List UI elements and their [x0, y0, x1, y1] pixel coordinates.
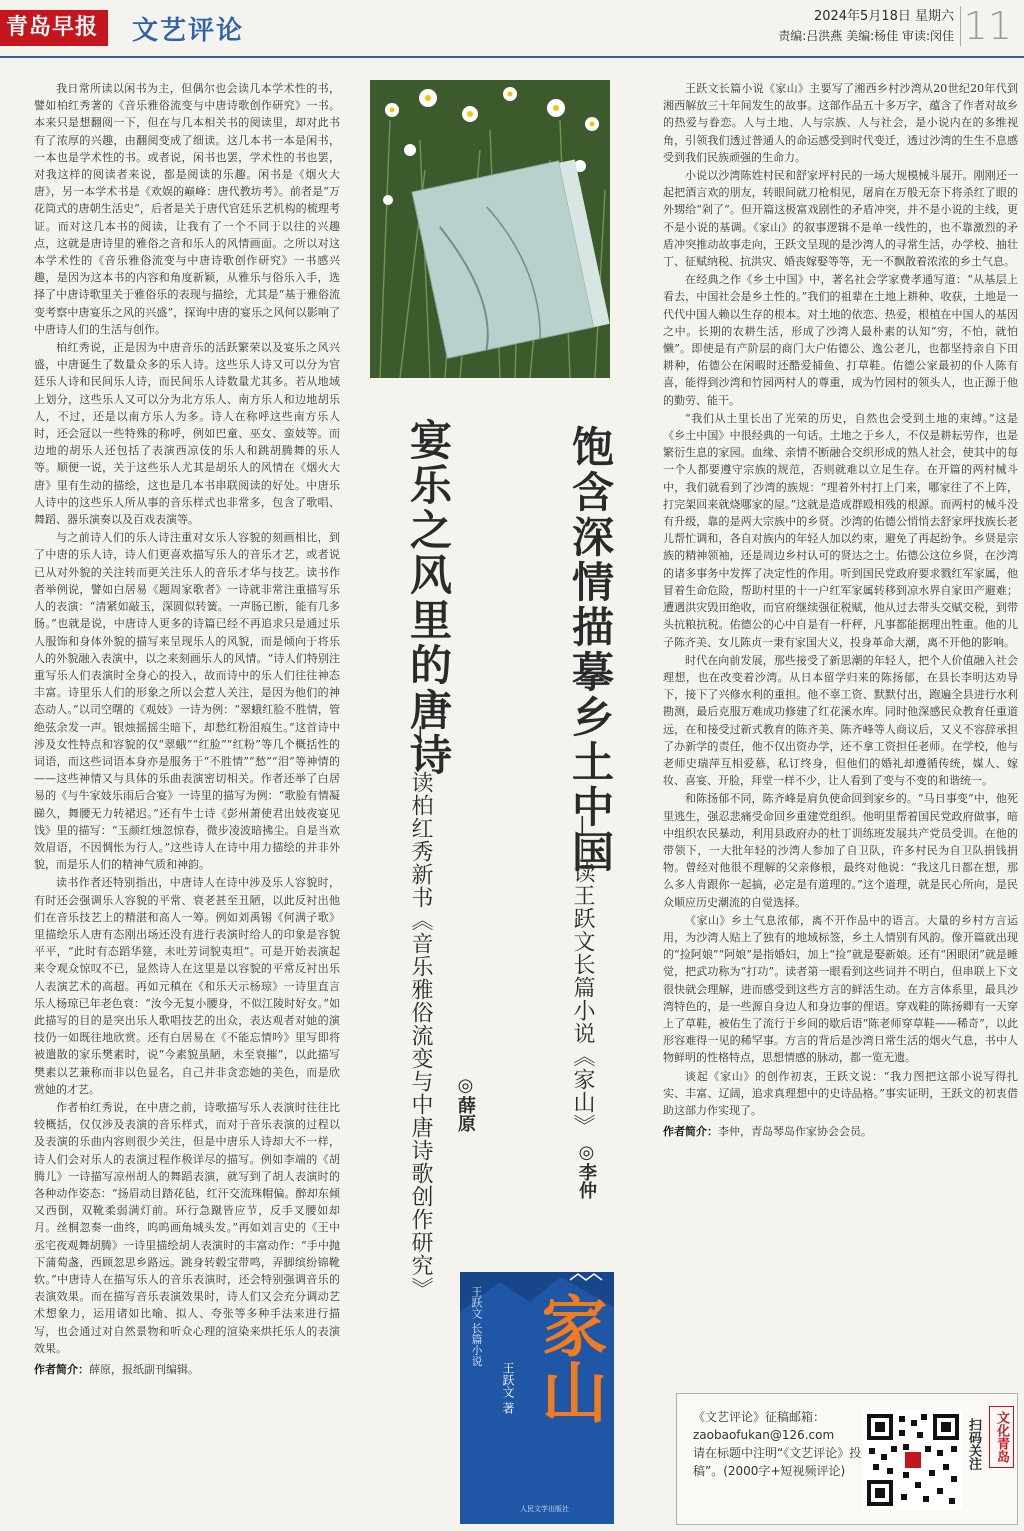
cover-publisher: 人民文学出版社 — [520, 1505, 569, 1513]
submission-line1: 《文艺评论》征稿邮箱： — [693, 1410, 826, 1424]
paragraph: 小说以沙湾陈姓村民和舒家坪村民的一场大规模械斗展开。刚刚还一起把酒言欢的朋友，转眼间就刀枪相见，屠肩在万般无奈下将杀红了眼的外甥给“剁了”。但开篇这极富戏剧性的矛盾冲突，并不是小说的主线，更不是小说的基调。《家山》的叙事逻辑不是单一线性的，也不靠激烈的矛盾冲突推动故事走向，王跃文呈现的是沙湾人的寻常生活，办学校、抽壮丁、征赋纳税、抗洪灾、婚丧嫁娶等等，无一不飘散着浓浓的乡土气息。 — [663, 169, 1018, 269]
book-cover-jiashan — [460, 1272, 614, 1524]
paragraph: 作者柏红秀说，在中唐之前，诗歌描写乐人表演时往往比较概括，仅仅涉及表演的音乐样式，而对于音乐表演的过程以及表演的乐曲内容则很少关注，但是中唐乐人诗却大不一样，诗人们会对乐人的表演过程作极详尽的描写。例如李端的《胡腾儿》一诗描写凉州胡人的舞蹈表演，就写到了胡人表演时的各种动作姿态：“扬眉动目踏花毡，红汗交流珠帽偏。醉却东倾又西倒，双靴柔弱满灯前。环行急蹴皆应节，反手叉腰如却月。丝桐忽奏一曲终，呜呜画角城头发。”再如刘言史的《王中丞宅夜观舞胡腾》一诗里描绘胡人表演时的丰富动作：“手中抛下蒲萄盏，西顾忽思乡路远。跳身转毂宝带鸣，弄脚缤纷锦靴软。”中唐诗人在描写乐人的音乐表演时，还会特别强调音乐的表演效果。而在描写音乐表演效果时，诗人们又会充分调动艺术想象力，运用诸如比喻、拟人、夸张等多种手法来进行描写，也会通过对自然景物和听众心理的渲染来烘托乐人的表演效果。 — [34, 1100, 340, 1355]
paragraph: 和陈扬郁不同，陈齐峰是肩负使命回到家乡的。“马日事变”中，他死里逃生，强忍悲痛受命回乡重建党组织。他明里帮着国民党政府做事，暗中组织农民暴动，利用县政府办的杜丁训练班发展共产党员受训。在他的带领下，一大批年轻的沙湾人参加了自卫队，许多村民为自卫队捐钱捐物。曾经对他很不理解的父亲修根，最终对他说：“我这几日都在想，那么多人肯跟你一起搞，必定是有道理的。”这个道理，就是民心所向，是民众顺应历史潮流的自觉选择。 — [663, 792, 1018, 909]
masthead — [0, 0, 1024, 58]
book-photo-illustration — [370, 80, 610, 378]
article2-title: 饱含深情描摹乡土中国 — [566, 425, 615, 875]
submission-box — [676, 1393, 1018, 1525]
article2-body — [663, 80, 1018, 1368]
article1-subtitle: ——读柏红秀新书《音乐雅俗流变与中唐诗歌创作研究》 — [408, 725, 433, 1300]
bio-text: 李仲，青岛琴岛作家协会会员。 — [718, 1125, 872, 1139]
book-photo — [370, 80, 610, 378]
cover-title: 家山 — [530, 1292, 607, 1424]
cover-author: 王跃文 著 — [501, 1362, 515, 1414]
paragraph: 读书作者还特别指出，中唐诗人在诗中涉及乐人容貌时，有时还会强调乐人容貌的平常、衰老甚至丑陋，以此反衬出他们在音乐技艺上的精湛和高人一筹。例如刘禹锡《何满子歌》里描绘乐人唐有态刚出场还没有进行表演时给人的印象是容貌平平，“此时有态蹈华筵，未吐芳词貌夷坦”。可是开始表演起来令观众惊叹不已，显然诗人在这里是以容貌的平常反衬出乐人表演艺术的高超。再如元稹在《和乐天示杨琼》一诗里直言乐人杨琼已年老色衰：“汝今无复小腰身，不似江陵时好女。”如此描写的目的是突出乐人歌唱技艺的出众，表达观者对她的演技仍一如既往地欣赏。还有白居易在《不能忘情吟》里写即将被遣散的家乐樊素时，说“今素貌虽陋，未至衰摧”，以此描写樊素以艺兼称而非以色显名，自己并非贪恋她的美色，而是欣赏她的才艺。 — [34, 876, 340, 1096]
page-number: 11 — [963, 4, 1012, 48]
paragraph: “我们从土里长出了光荣的历史，自然也会受到土地的束缚。”这是《乡土中国》中很经典的一句话。土地之于乡人，不仅是耕耘劳作，也是繁衍生息的家园。血缘、亲情不断融合交织形成的熟人社会，使其中的每一个人都要遵守宗族的规范，否则就难以立足生存。在开篇的两村械斗中，我们就看到了沙湾的族规：“理着外村打上门来，哪家往了不上阵，打完架回来就烧哪家的屋。”这就是造成群殴相残的根源。而两村的械斗没有升级，靠的是两大宗族中的乡贤。沙湾的佑德公悄悄去舒家坪找族长老儿帮忙调和，各自对族内的年轻人加以约束，避免了再起纷争。乡贤是宗族的精神领袖，还是周边乡村认可的贤达之士。佑德公这位乡贤，在沙湾的诸多事务中发挥了决定性的作用。听到国民党政府要求戮红军家属，他冒着生命危险，帮助村里的十一户红军家属转移到凉水界自家田产避难；遭遇洪灾毁田绝收，而官府继续强征税赋，他从过去带头交赋交税，到带头抗粮抗税。佑德公的心中自是有一杆秤，凡事都能据理出牲重。他的儿子陈齐美、女儿陈贞一秉有家国大义，投身革命大潮，离不开他的影响。 — [663, 411, 1018, 649]
article2-author: ◎李仲 — [576, 1142, 597, 1199]
article1-author: ◎薛原 — [455, 1075, 476, 1132]
paragraph: 谈起《家山》的创作初衷，王跃文说：“我力图把这部小说写得扎实、丰富、辽阔，追求真理想中的史诗品格。”事实证明，王跃文的初衷借助这部力作实现了。 — [663, 1069, 1018, 1117]
article1-title: 宴乐之风里的唐诗 — [404, 418, 453, 778]
paragraph: 《家山》乡土气息浓郁，离不开作品中的语言。大量的乡村方言运用，为沙湾人贴上了独有的地域标签，乡土人情别有风韵。像开篇就出现的“捡阿娘”“阿娘”是指婚妇，加上“捡”就是娶新娘。还有“困眼闭”就是睡觉，把武功称为“打功”。读者第一眼看到这些词并不明白，但串联上下文很快就会理解，进而感受到这些方言的鲜活生动。在方言体系里，最具沙湾特色的，是一些源自身边人和身边事的俚语。穿戏鞋的陈扬卿有一天穿上了草鞋，被佑生了流行于乡间的歇后语“陈老师穿草鞋——稀奇”，以此形容难得一见的稀罕事。方言的背后是沙湾日常生活的烟火气息，书中人物鲜明的性格特点，思想情感的脉动，都一览无遗。 — [663, 913, 1018, 1065]
section-title: 文艺评论 — [132, 16, 245, 46]
paragraph: 与之前诗人们的乐人诗注重对女乐人容貌的刻画相比，到了中唐的乐人诗，诗人们更喜欢描写乐人的音乐才艺，或者说已从对外貌的关注转而更关注乐人的音乐才华与技艺。读书作者举例说，譬如白居易《题周家歌者》一诗就非常注重描写乐人的表演：“清紧如敲玉，深圆似转簧。一声肠已断，能有几多肠。”也就是说，中唐诗人更多的诗篇已经不再追求只是通过乐人服饰和身体外貌的描写来呈现乐人的风貌，而是倾向于将乐人的外貌融入表演中，以之来刻画乐人的风情。“诗人们特别注重写乐人们表演时全身心的投入，故而诗中的乐人们往往神态丰富。诗里乐人们的形象之所以会惹人关注，是因为他们的神态动人。”以司空曙的《观妓》一诗为例：“翠蛾红脸不胜情，管绝弦余发一声。银烛摇摇尘暗下，却愁红粉泪痕生。”这首诗中涉及女性特点和容貌的仅“翠蛾”“红脸”“红粉”等几个概括性的词语，而这些词语本身亦是服务于“不胜情”“愁”“泪”等神情的——这些神情又与具体的乐曲表演密切相关。作者还举了白居易的《与牛家妓乐雨后合宴》一诗里的描写为例：“歌脸有情凝睇久，舞腰无力转裙迟。”还有牛士诗《彭州萧使君出妓夜宴见饯》里的描写：“玉颜红烛忽惊春，微步凌波暗拂尘。自是当欢效眉语，不因惆怅为行人。”这些诗人在诗中用力描绘的并非外貌，而是乐人们的精神气质和神韵。 — [34, 531, 340, 872]
submission-line2: 请在标题中注明“《文艺评论》投稿”。(2000字+短视频评论) — [693, 1446, 862, 1478]
submission-email[interactable]: zaobaofukan@126.com — [693, 1428, 835, 1442]
bio-text: 薛原，报纸副刊编辑。 — [89, 1363, 199, 1377]
header-divider — [960, 6, 961, 46]
wenhua-qingdao-tag: 文化青岛 — [989, 1406, 1014, 1468]
scan-follow-label: 扫码关注 — [966, 1418, 981, 1470]
cover-spine-text: 王跃文 长篇小说 — [470, 1286, 483, 1367]
paragraph: 在经典之作《乡土中国》中，著名社会学家费孝通写道：“从基层上看去，中国社会是乡土性的。”我们的祖辈在土地上耕种、收获，土地是一代代中国人赖以生存的根本。对土地的依恋、热爱，根植在中国人的基因之中。长期的农耕生活，形成了沙湾人最朴素的认知“穷，不怕，就怕懒”。即使是有产阶层的商门大户佑德公、逸公老儿，也都坚持亲自下田耕种，佑德公在闲暇时还酷爱捕鱼、打草鞋。佑德公家最初的仆人陈有喜，能得到沙湾和竹园两村人的尊重，成为竹园村的领头人，也正源于他的勤劳、能干。 — [663, 273, 1018, 407]
paragraph: 柏红秀说，正是因为中唐音乐的活跃繁荣以及宴乐之风兴盛，中唐诞生了数量众多的乐人诗。这些乐人诗又可以分为官廷乐人诗和民间乐人诗，而民间乐人诗数量尤其多。若从地域上划分，这些乐人又可以分为北方乐人、南方乐人和边地胡乐人，不过，还是以南方乐人为多。诗人在称呼这些南方乐人时，还会冠以一些特殊的称呼，例如巴童、巫女、蛮妓等。而边地的胡乐人还包括了表演西凉伎的乐人和跳胡腾舞的乐人等。顺便一说，关于这些乐人尤其是胡乐人的风情在《烟火大唐》里有生动的描绘，这也是几本书串联阅读的好处。中唐乐人诗中的这些乐人所从事的音乐样式也非常多，包含了歌唱、舞蹈、器乐演奏以及百戏表演等。 — [34, 341, 340, 527]
article1-body — [34, 80, 340, 1528]
qr-code-icon[interactable] — [863, 1410, 963, 1510]
paper-logo: 青岛早报 — [0, 10, 108, 46]
author-bio — [34, 1361, 340, 1378]
bio-label: 作者简介： — [663, 1125, 718, 1139]
submission-info — [693, 1408, 863, 1480]
author-bio — [663, 1123, 1018, 1140]
paragraph: 我日常所读以闲书为主，但偶尔也会读几本学术性的书，譬如柏红秀著的《音乐雅俗流变与中唐诗歌创作研究》一书。本来只是想翻阅一下，但在与几本相关书的阅读里，却对此书有了浓厚的兴趣，由翻阅变成了细读。这几本书一本是闲书，一本也是学术性的书。或者说，闲书也罢，学术性的书也罢，对我这样的阅读者来说，都是阅读的乐趣。闲书是《烟火大唐》，另一本学术书是《欢娱的巅峰：唐代教坊考》。前者是“万花筒式的唐朝生活史”，后者是关于唐代官廷乐艺机构的梳理考证。而对这几本书的阅读，让我有了一个不同于以往的兴趣点，这就是唐诗里的雅俗之音和乐人的风情画面。之所以对这本学术性的《音乐雅俗流变与中唐诗歌创作研究》一书感兴趣，是因为这本书的内容和角度新颖，从雅乐与俗乐入手，选择了中唐诗歌里关于雅俗乐的表现与描绘，尤其是“基于雅俗流变考察中唐宴乐之风的兴盛”，探询中唐的宴乐之风何以影响了中唐诗人们的生活与创作。 — [34, 82, 340, 336]
issue-date: 2024年5月18日 星期六 — [813, 9, 954, 24]
qr-code-graphic — [863, 1410, 963, 1510]
paragraph: 王跃文长篇小说《家山》主要写了湘西乡村沙湾从20世纪20年代到湘西解放三十年间发生的故事。这部作品五十多万字，蕴含了作者对故乡的热爱与眷恋。人与土地、人与宗族、人与社会，是小说内在的多维视角，引领我们透过普通人的命运感受到时代变迁，透过沙湾的生生不息感受到我们民族顽强的生命力。 — [663, 82, 1018, 164]
paragraph: 时代在向前发展，那些接受了新思潮的年轻人，把个人价值融入社会理想，也在改变着沙湾。从日本留学归来的陈扬郁，在县长李明达劝导下，接下了兴修水利的重担。他不辜工资、默默付出，跑遍全县进行水利勘测，最后克服万难成功修建了红花溪水库。同时他深感民众教育任重道远，在和接受过新式教育的陈齐美、陈齐峰等人商议后，又义不容辞承担了办新学的责任，他不仅出资办学，还不拿工资担任老师。在学校，他与老师史瑞萍互相爱慕，私订终身，但他们的婚礼却遵循传统，媒人、嫁妆、喜宴、开脸，拜堂一样不少，让人看到了变与不变的和谐统一。 — [663, 653, 1018, 788]
article2-subtitle: ——读王跃文长篇小说《家山》 — [570, 815, 595, 1137]
bio-label: 作者简介： — [34, 1363, 89, 1377]
editor-credits: 责编:吕洪燕 美编:杨佳 审读:闵佳 — [778, 29, 954, 43]
